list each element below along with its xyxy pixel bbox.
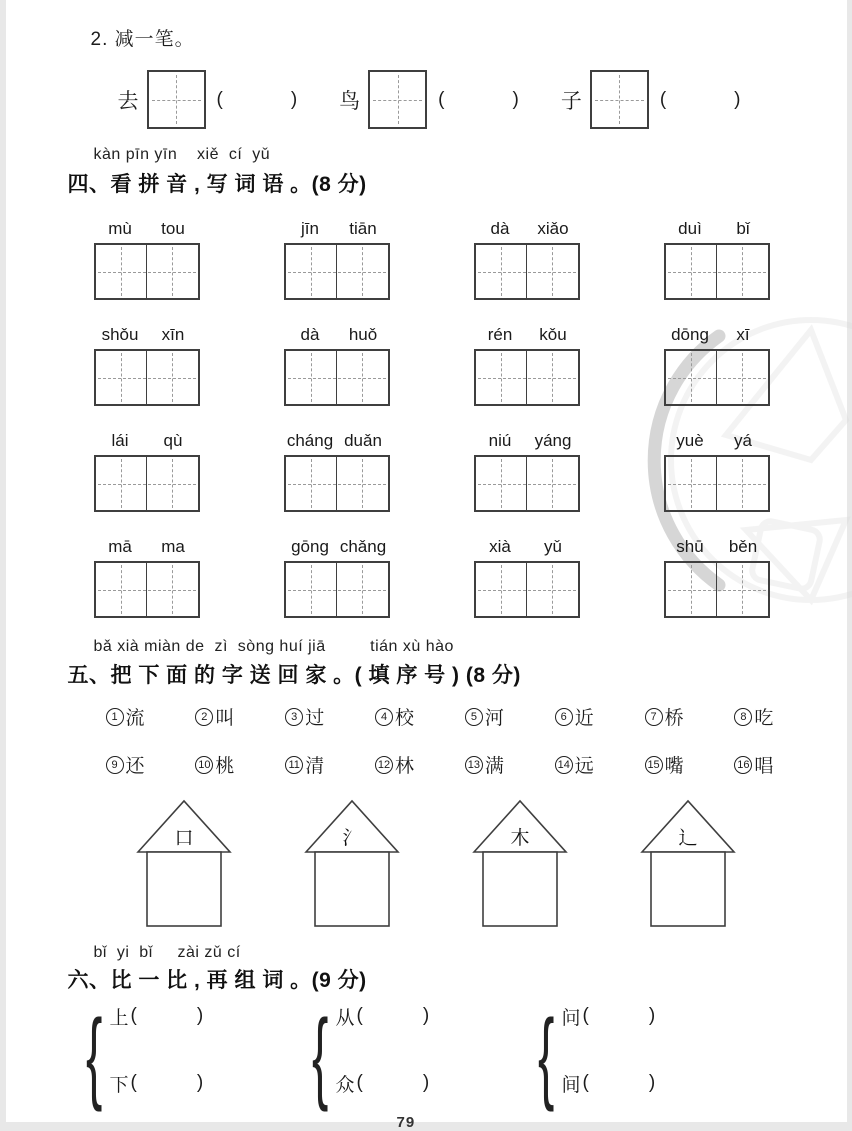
word-block (94, 431, 200, 512)
numbered-character: 7 桥 (645, 703, 684, 730)
radical-house (304, 797, 400, 930)
numbered-character: 2 叫 (195, 703, 234, 730)
answer-parentheses: ( ) (660, 89, 741, 111)
circled-number: 12 (375, 756, 393, 774)
pinyin-syllable: shǒu (94, 325, 147, 347)
pinyin-syllable: yá (717, 431, 770, 453)
writing-grid (474, 455, 580, 512)
section-5-pinyin: bǎ xià miàn de zì sòng huí jiā tián xù hào (94, 638, 454, 656)
pinyin-syllable: mā (94, 537, 147, 559)
numbered-character: 10 桃 (195, 751, 234, 778)
numbered-character: 3 过 (285, 703, 324, 730)
circled-number: 10 (195, 756, 213, 774)
section-6-pinyin: bǐ yi bǐ zài zǔ cí (94, 944, 241, 962)
word-blank-row: 从 ( ) (336, 1003, 470, 1029)
word-block (474, 325, 580, 406)
compare-pair (544, 1003, 696, 1096)
worksheet-page (6, 0, 847, 1122)
writing-grid (94, 349, 200, 406)
circled-number: 14 (555, 756, 573, 774)
circled-number: 5 (465, 708, 483, 726)
pinyin-syllable: huǒ (337, 325, 390, 347)
word-blank-row: 间 ( ) (562, 1070, 696, 1096)
word-block (664, 219, 770, 300)
character-options-row-2 (106, 751, 774, 778)
circled-number: 6 (555, 708, 573, 726)
house-radical: 辶 (678, 827, 697, 849)
house-radical: 氵 (342, 827, 361, 849)
pinyin-syllable: xià (474, 537, 527, 559)
stroke-item (561, 70, 741, 129)
pinyin-syllable: yáng (527, 431, 580, 453)
pinyin-syllable: xī (717, 325, 770, 347)
circled-number: 9 (106, 756, 124, 774)
pinyin-syllable: dōng (664, 325, 717, 347)
house-radical: 木 (510, 827, 529, 849)
circled-number: 3 (285, 708, 303, 726)
radical-houses (136, 797, 736, 930)
pinyin-syllable: yǔ (527, 537, 580, 559)
pinyin-syllable: bǐ (717, 219, 770, 241)
word-block (94, 537, 200, 618)
writing-grid (474, 243, 580, 300)
circled-number: 16 (734, 756, 752, 774)
circled-number: 2 (195, 708, 213, 726)
section-4-title: 四、看 拼 音 , 写 词 语 。(8 分) (68, 168, 367, 198)
section-6-title: 六、比 一 比 , 再 组 词 。(9 分) (68, 964, 367, 994)
word-block (94, 219, 200, 300)
writing-grid (664, 455, 770, 512)
word-blank-row: 问 ( ) (562, 1003, 696, 1029)
source-character: 鸟 (339, 85, 360, 115)
house-radical: 口 (174, 828, 193, 849)
section-5-title: 五、把 下 面 的 字 送 回 家 。( 填 序 号 ) (8 分) (68, 659, 521, 689)
writing-grid (664, 349, 770, 406)
pinyin-syllable: xīn (147, 325, 200, 347)
word-block (474, 219, 580, 300)
pinyin-syllable: duǎn (337, 431, 390, 453)
pinyin-syllable: jīn (284, 219, 337, 241)
numbered-character: 11 清 (285, 751, 324, 778)
numbered-character: 1 流 (106, 703, 145, 730)
word-blank-row: 上 ( ) (110, 1003, 244, 1029)
word-block (284, 431, 390, 512)
pinyin-syllable: niú (474, 431, 527, 453)
circled-number: 7 (645, 708, 663, 726)
circled-number: 8 (734, 708, 752, 726)
compare-word-groups (92, 1003, 696, 1096)
word-block (664, 325, 770, 406)
numbered-character: 8 吃 (734, 703, 773, 730)
page-number: 79 (397, 1114, 416, 1131)
word-block (474, 537, 580, 618)
writing-grid (474, 349, 580, 406)
pinyin-syllable: yuè (664, 431, 717, 453)
writing-grid (284, 455, 390, 512)
circled-number: 13 (465, 756, 483, 774)
radical-house (640, 797, 736, 930)
pinyin-syllable: cháng (284, 431, 337, 453)
character-writing-box (147, 70, 206, 129)
pinyin-syllable: xiǎo (527, 219, 580, 241)
pinyin-syllable: tiān (337, 219, 390, 241)
compare-pair (318, 1003, 470, 1096)
radical-house (472, 797, 568, 930)
brace-glyph: { (538, 1003, 554, 1107)
circled-number: 4 (375, 708, 393, 726)
subquestion-2-row (118, 70, 741, 129)
word-block (664, 431, 770, 512)
pinyin-syllable: dà (284, 325, 337, 347)
numbered-character: 16 唱 (734, 751, 773, 778)
writing-grid (664, 243, 770, 300)
writing-grid (284, 243, 390, 300)
pinyin-syllable: ma (147, 537, 200, 559)
numbered-character: 5 河 (465, 703, 504, 730)
pinyin-syllable: tou (147, 219, 200, 241)
subquestion-2-title: 2. 减一笔。 (91, 24, 195, 51)
writing-grid (284, 349, 390, 406)
word-block (94, 325, 200, 406)
circled-number: 1 (106, 708, 124, 726)
pinyin-syllable: lái (94, 431, 147, 453)
compare-pair (92, 1003, 244, 1096)
word-block (284, 537, 390, 618)
source-character: 去 (118, 85, 139, 115)
brace-glyph: { (86, 1003, 102, 1107)
pinyin-syllable: dà (474, 219, 527, 241)
writing-grid (94, 243, 200, 300)
writing-grid (284, 561, 390, 618)
pinyin-syllable: gōng (284, 537, 337, 559)
numbered-character: 15 嘴 (645, 751, 684, 778)
numbered-character: 12 林 (375, 751, 414, 778)
brace-glyph: { (312, 1003, 328, 1107)
answer-parentheses: ( ) (438, 89, 519, 111)
section-4-pinyin: kàn pīn yīn xiě cí yǔ (94, 146, 271, 164)
pinyin-syllable: kǒu (527, 325, 580, 347)
pinyin-syllable: duì (664, 219, 717, 241)
pinyin-syllable: rén (474, 325, 527, 347)
word-blank-row: 下 ( ) (110, 1070, 244, 1096)
character-writing-box (590, 70, 649, 129)
word-blank-row: 众 ( ) (336, 1070, 470, 1096)
stroke-item (339, 70, 519, 129)
writing-grid (664, 561, 770, 618)
word-block (474, 431, 580, 512)
numbered-character: 14 远 (555, 751, 594, 778)
circled-number: 15 (645, 756, 663, 774)
pinyin-syllable: běn (717, 537, 770, 559)
pinyin-syllable: qù (147, 431, 200, 453)
answer-parentheses: ( ) (217, 89, 298, 111)
writing-grid (94, 561, 200, 618)
radical-house (136, 797, 232, 930)
pinyin-writing-grid-area (94, 219, 852, 618)
character-writing-box (368, 70, 427, 129)
word-block (284, 219, 390, 300)
source-character: 子 (561, 85, 582, 115)
numbered-character: 13 满 (465, 751, 504, 778)
writing-grid (474, 561, 580, 618)
pinyin-syllable: shū (664, 537, 717, 559)
writing-grid (94, 455, 200, 512)
word-block (664, 537, 770, 618)
character-options-row-1 (106, 703, 774, 730)
numbered-character: 6 近 (555, 703, 594, 730)
pinyin-syllable: chǎng (337, 537, 390, 559)
numbered-character: 9 还 (106, 751, 145, 778)
circled-number: 11 (285, 756, 303, 774)
numbered-character: 4 校 (375, 703, 414, 730)
word-block (284, 325, 390, 406)
stroke-item (118, 70, 298, 129)
pinyin-syllable: mù (94, 219, 147, 241)
